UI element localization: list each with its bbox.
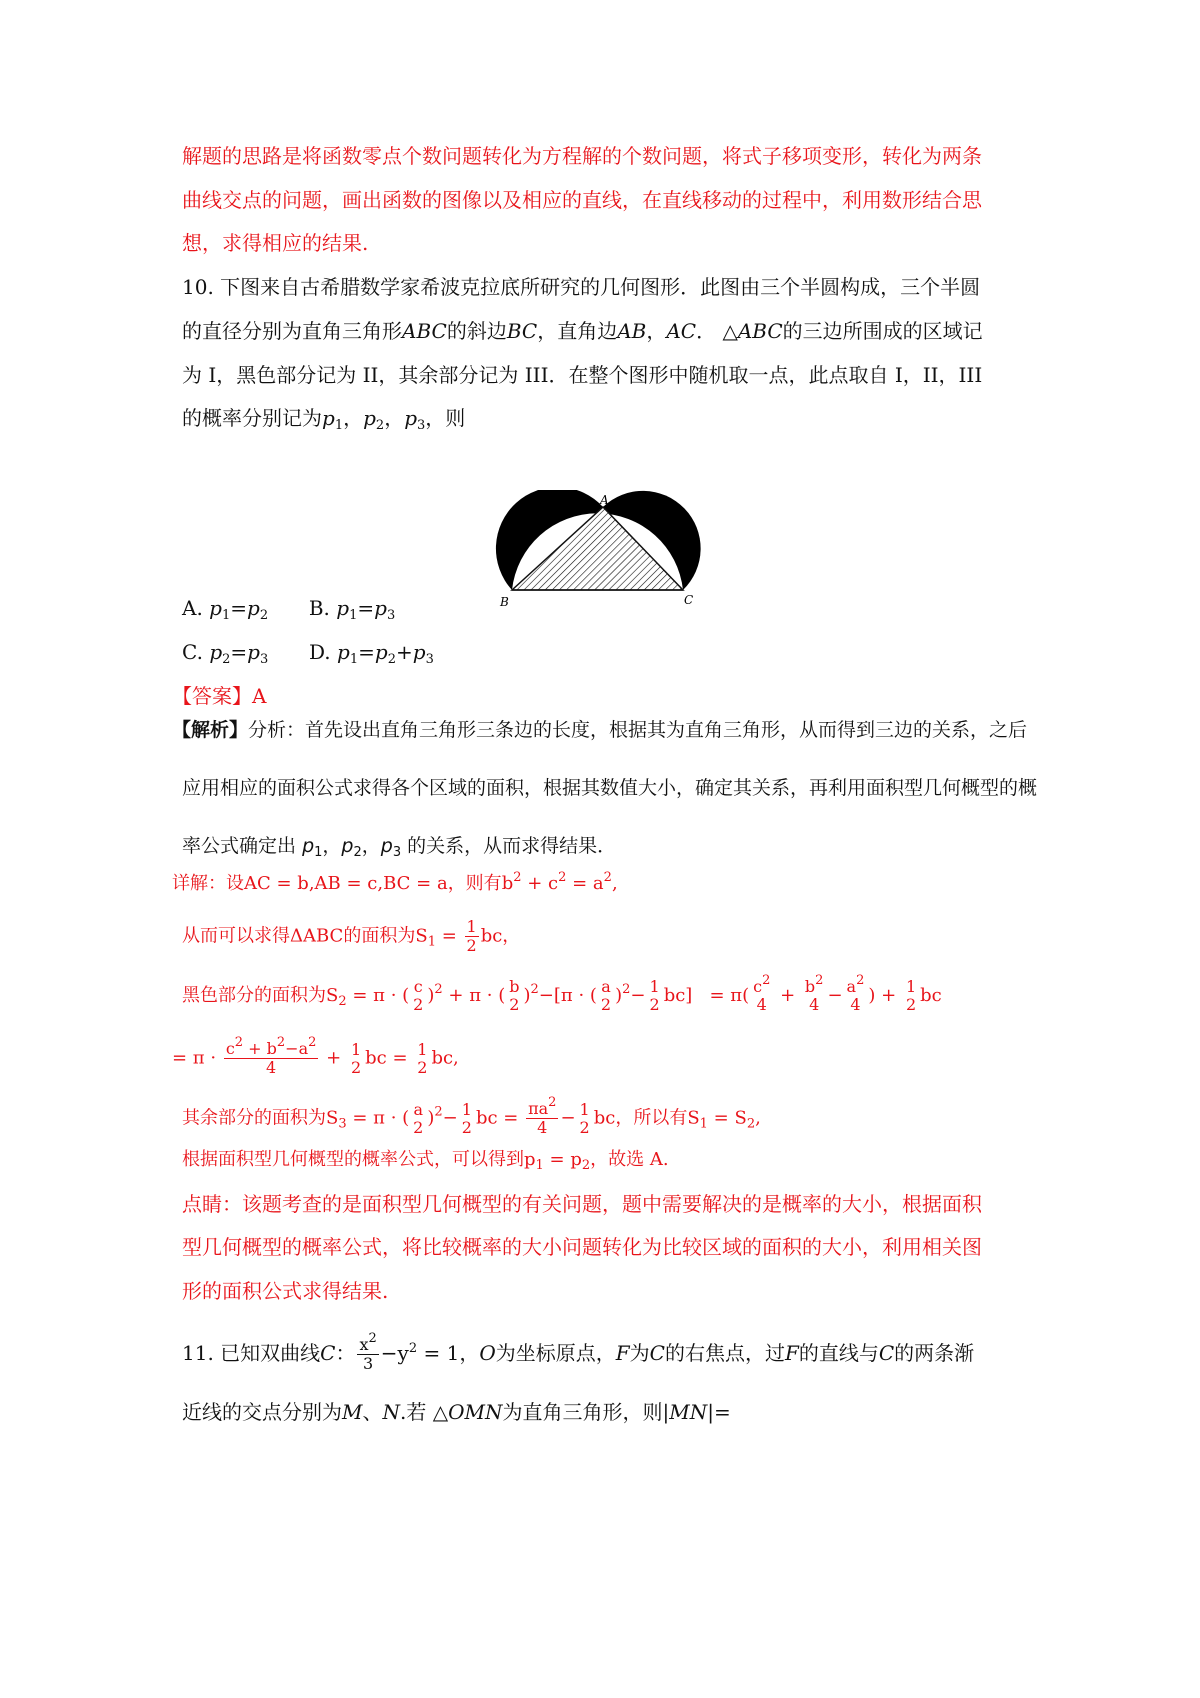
detail-line-5: 其余部分的面积为$S_3 = \pi$ · ( a 2 )$^2$− 1 2 bc = $\frac{\pi a^2}{4}$ − 1 2 bc，所以有$S_1 = S_2$, [182,1095,761,1137]
detail-line-3: 黑色部分的面积为$S_2 = \pi$ · ( c 2 )$^2$ + π · ( b 2 )$^2$−[π · ( a 2 )$^2$− 1 2 bc] = π( $c^2$ 4 + $b^2$ 4 − $a^2$ 4 ) + 1 2 bc [182,973,942,1014]
q11-line-2: 近线的交点分别为M、N.若 △OMN为直角三角形，则|MN|= [182,1400,731,1424]
option-c: C. $p_2=p_3$ [182,640,269,667]
intro-line-2: 曲线交点的问题，画出函数的图像以及相应的直线，在直线移动的过程中，利用数形结合思 [182,188,982,212]
label-c: C [684,593,694,607]
comment-line-2: 型几何概型的概率公式，将比较概率的大小问题转化为比较区域的面积的大小，利用相关图 [182,1235,982,1259]
option-d: D. $p_1=p_2+p_3$ [308,640,434,667]
q10-line-3: 为 I，黑色部分记为 II，其余部分记为 III．在整个图形中随机取一点，此点取自 I，II，III [182,363,983,387]
option-a: A. $p_1=p_2$ [182,596,269,623]
q10-line-4: 的概率分别记为$p_1$，$p_2$，$p_3$，则 [182,406,466,433]
answer-line: 【答案】A [172,684,267,708]
intro-line-1: 解题的思路是将函数零点个数问题转化为方程解的个数问题，将式子移项变形，转化为两条 [182,144,982,168]
detail-line-2: 从而可以求得ΔABC的面积为$S_1$ = $\frac{1}{2}$ bc， [182,917,521,955]
label-a: A [600,493,609,507]
analysis-line-3: 率公式确定出 $p_1$，$p_2$，$p_3$ 的关系，从而求得结果． [182,835,617,860]
intro-line-3: 想，求得相应的结果. [182,231,369,255]
detail-line-6: 根据面积型几何概型的概率公式，可以得到$p_1 = p_2$，故选 A. [182,1149,669,1173]
option-b: B. $p_1=p_3$ [308,596,396,623]
analysis-line-1: 【解析】分析：首先设出直角三角形三条边的长度，根据其为直角三角形，从而得到三边的关系，之后 [172,719,1028,741]
options-row-1 [182,594,395,622]
label-b: B [500,595,509,609]
q11-line-1: 11. 已知双曲线C： $\frac{x^2}{3}$ $-y^2 = 1$，O为坐标原点，F为C的右焦点，过F的直线与C的两条渐 [182,1331,975,1373]
analysis-line-2: 应用相应的面积公式求得各个区域的面积，根据其数值大小，确定其关系，再利用面积型几何概型的概 [182,777,1038,799]
comment-line-1: 点睛：该题考查的是面积型几何概型的有关问题，题中需要解决的是概率的大小，根据面积 [182,1192,982,1216]
lune-figure [482,490,722,620]
q10-line-2: 的直径分别为直角三角形ABC的斜边BC，直角边AB，AC． △ABC的三边所围成的区域记 [182,319,983,343]
q10-line-1: 10. 下图来自古希腊数学家希波克拉底所研究的几何图形．此图由三个半圆构成，三个半圆 [182,275,981,299]
detail-line-1: 详解：设AC = b,AB = c,BC = a，则有$b^2 + c^2 = a^2$, [172,870,618,894]
options-row-2 [182,638,434,666]
comment-line-3: 形的面积公式求得结果. [182,1279,389,1303]
detail-line-4: = π · $\frac{c^2 + b^2-a^2}{4}$ + 1 2 bc = 1 2 bc, [172,1035,459,1077]
